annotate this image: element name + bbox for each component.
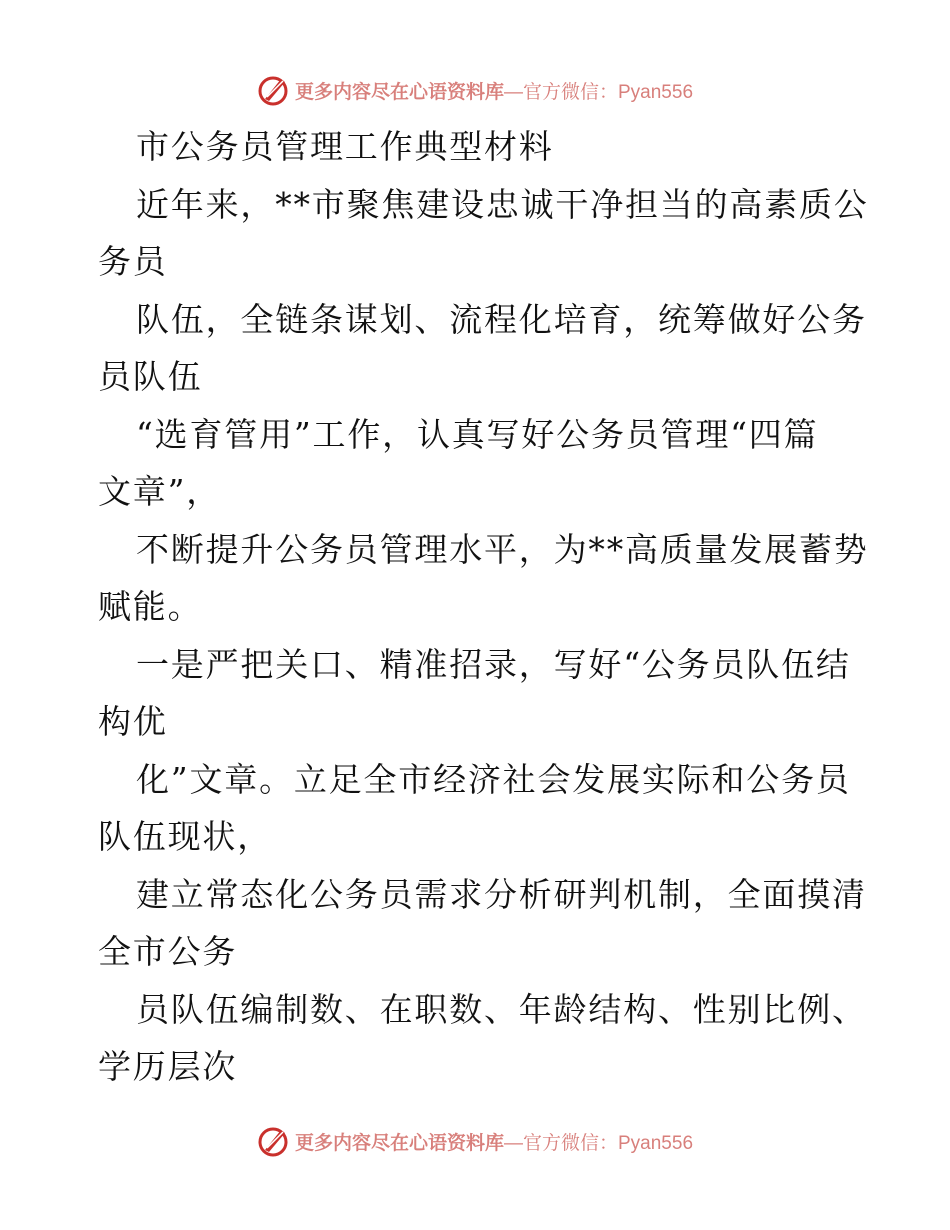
document-line: 构优: [98, 702, 168, 741]
document-line: “选育管用”工作，认真写好公务员管理“四篇: [136, 414, 819, 454]
document-line: 化”文章。立足全市经济社会发展实际和公务员: [136, 759, 851, 799]
header-watermark-contact: —官方微信：Pyan556: [504, 81, 694, 103]
footer-watermark-contact: —官方微信：Pyan556: [504, 1132, 694, 1154]
document-line: 市公务员管理工作典型材料: [136, 127, 554, 166]
header-watermark-title: 更多内容尽在心语资料库: [294, 80, 504, 103]
document-line: 学历层次: [98, 1047, 238, 1086]
document-line: 文章”，: [98, 472, 222, 511]
document-line: 赋能。: [98, 587, 203, 626]
document-line: 近年来，**市聚焦建设忠诚干净担当的高素质公: [136, 184, 869, 224]
document-line: 一是严把关口、精准招录，写好“公务员队伍结: [136, 644, 851, 684]
header-watermark-banner: [0, 70, 950, 110]
footer-watermark-title: 更多内容尽在心语资料库: [294, 1131, 504, 1154]
document-line: 务员: [98, 242, 168, 281]
pen-logo-icon: [257, 73, 291, 107]
pen-logo-icon: [257, 1124, 291, 1158]
document-line: 建立常态化公务员需求分析研判机制，全面摸清: [136, 874, 867, 914]
document-line: 队伍现状，: [98, 817, 272, 856]
document-line: 员队伍: [98, 357, 203, 396]
document-line: 员队伍编制数、在职数、年龄结构、性别比例、: [136, 989, 867, 1029]
document-line: 不断提升公务员管理水平，为**高质量发展蓄势: [136, 529, 869, 569]
footer-watermark-banner: [0, 1121, 950, 1161]
document-body: [98, 118, 869, 1096]
document-line: 队伍，全链条谋划、流程化培育，统筹做好公务: [136, 299, 867, 339]
document-line: 全市公务: [98, 932, 238, 971]
